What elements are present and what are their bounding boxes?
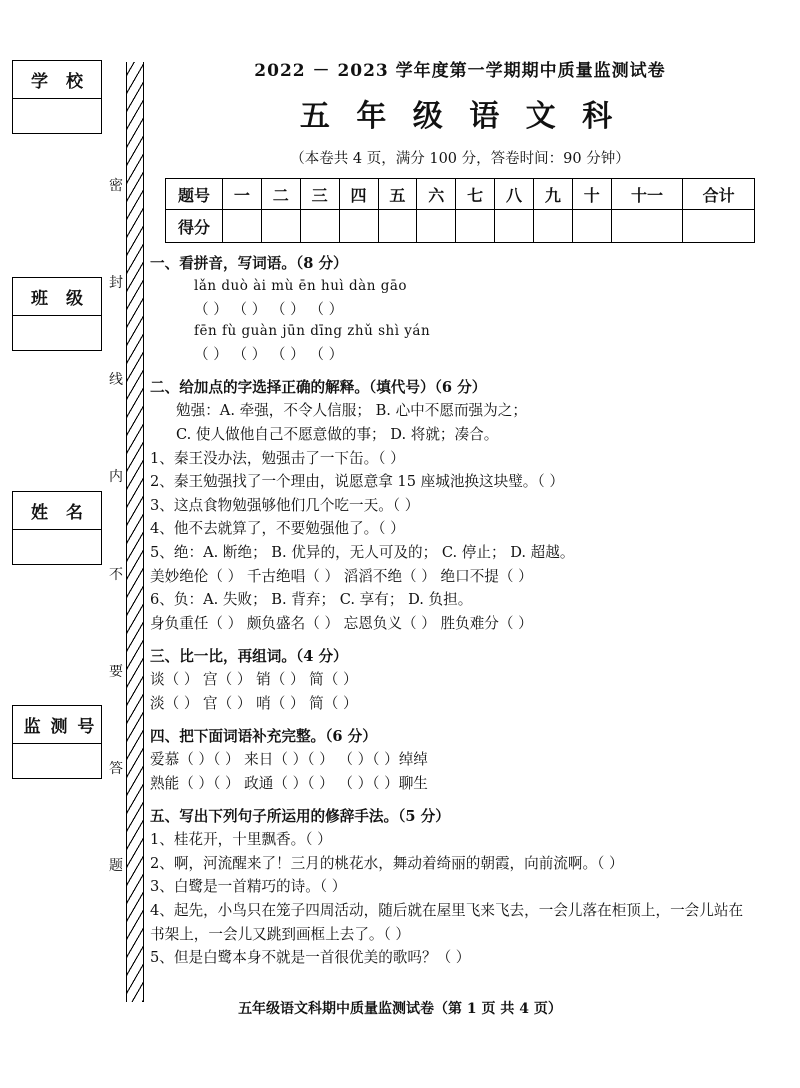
score-cell-5[interactable] <box>378 210 417 243</box>
seal-char-5: 要 <box>109 663 123 680</box>
score-table-header-row <box>166 179 755 210</box>
seal-char-7: 题 <box>109 857 123 874</box>
section-2-line-2[interactable]: 1、秦王没办法，勉强击了一下缶。（ ） <box>150 449 405 467</box>
score-header-cell-4: 四 <box>339 179 378 210</box>
stub-blank-school[interactable] <box>13 99 101 133</box>
subject-title: 五 年 级 语 文 科 <box>299 99 621 134</box>
section-2-line-8: 6、负：A. 失败； B. 背弃； C. 享有； D. 负担。 <box>150 591 473 609</box>
score-header-cell-10: 十 <box>572 179 611 210</box>
stub-blank-exam-number[interactable] <box>13 744 101 778</box>
score-header-cell-2: 二 <box>261 179 300 210</box>
score-header-cell-0: 题号 <box>166 179 223 210</box>
stub-field-class <box>12 277 102 351</box>
stub-field-school <box>12 60 102 134</box>
section-2-line-0: 勉强：A. 牵强，不令人信服； B. 心中不愿而强为之； <box>176 402 527 420</box>
section-1-line-1[interactable]: （ ） （ ） （ ） （ ） <box>194 300 344 318</box>
section-1-line-0: lǎn duò ài mù ēn huì dàn gāo <box>194 277 408 294</box>
seal-char-0: 密 <box>109 178 123 194</box>
score-header-cell-5: 五 <box>378 179 417 210</box>
score-cell-6[interactable] <box>417 210 456 243</box>
stub-label-exam-number: 监 测 号 <box>13 706 101 744</box>
score-header-cell-1: 一 <box>223 179 262 210</box>
score-cell-12[interactable] <box>683 210 755 243</box>
section-5-line-3: 4、起先，小鸟只在笼子四周活动，随后就在屋里飞来飞去，一会儿落在柜顶上，一会儿站在 <box>150 902 744 920</box>
score-table-value-row <box>166 210 755 243</box>
section-heading-2: 二、给加点的字选择正确的解释。（填代号）（6 分） <box>150 378 487 396</box>
score-header-cell-3: 三 <box>300 179 339 210</box>
score-header-cell-12: 合计 <box>683 179 755 210</box>
section-2-line-6: 5、绝：A. 断绝； B. 优异的，无人可及的； C. 停止； D. 超越。 <box>150 544 575 562</box>
section-heading-1: 一、看拼音，写词语。（8 分） <box>150 255 348 272</box>
score-cell-9[interactable] <box>534 210 573 243</box>
score-cell-11[interactable] <box>611 210 683 243</box>
section-5-line-1[interactable]: 2、啊，河流醒来了！三月的桃花水，舞动着绮丽的朝霞，向前流啊。（ ） <box>150 854 624 872</box>
score-cell-8[interactable] <box>495 210 534 243</box>
score-cell-7[interactable] <box>456 210 495 243</box>
score-header-cell-11: 十一 <box>611 179 683 210</box>
stub-label-name: 姓 名 <box>13 492 101 530</box>
score-header-cell-8: 八 <box>495 179 534 210</box>
stub-blank-class[interactable] <box>13 316 101 350</box>
stub-blank-name[interactable] <box>13 530 101 564</box>
score-cell-2[interactable] <box>261 210 300 243</box>
score-cell-4[interactable] <box>339 210 378 243</box>
score-header-cell-6: 六 <box>417 179 456 210</box>
seal-hatch-band <box>126 62 144 1002</box>
exam-note: （本卷共 4 页，满分 100 分，答卷时间：90 分钟） <box>290 151 630 167</box>
page-title: 2022 － 2023 学年度第一学期期中质量监测试卷 <box>254 61 666 81</box>
student-info-stub <box>12 60 112 779</box>
score-cell-10[interactable] <box>572 210 611 243</box>
section-5-line-2[interactable]: 3、白鹭是一首精巧的诗。（ ） <box>150 878 347 896</box>
section-2-line-1: C. 使人做他自己不愿意做的事； D. 将就；凑合。 <box>176 425 499 443</box>
section-heading-4: 四、把下面词语补充完整。（6 分） <box>150 727 377 745</box>
seal-char-1: 封 <box>109 275 123 292</box>
score-cell-3[interactable] <box>300 210 339 243</box>
section-5-line-0[interactable]: 1、桂花开，十里飘香。（ ） <box>150 831 332 849</box>
stub-field-exam-number <box>12 705 102 779</box>
seal-char-3: 内 <box>109 469 123 486</box>
section-2-line-5[interactable]: 4、他不去就算了，不要勉强他了。（ ） <box>150 520 405 538</box>
score-header-cell-9: 九 <box>534 179 573 210</box>
section-1-line-2: fēn fù guàn jūn dīng zhǔ shì yán <box>194 323 431 340</box>
section-1-line-3[interactable]: （ ） （ ） （ ） （ ） <box>194 346 344 363</box>
stub-label-class: 班 级 <box>13 278 101 316</box>
section-2-line-3[interactable]: 2、秦王勉强找了一个理由，说愿意拿 15 座城池换这块璧。（ ） <box>150 473 564 491</box>
score-table <box>165 178 755 243</box>
stub-field-name <box>12 491 102 565</box>
seal-char-4: 不 <box>109 566 123 583</box>
score-cell-1[interactable] <box>223 210 262 243</box>
section-5-line-4[interactable]: 书架上，一会儿又跳到画框上去了。（ ） <box>150 925 411 943</box>
seal-line-text <box>105 175 127 875</box>
section-heading-3: 三、比一比，再组词。（4 分） <box>150 647 348 665</box>
section-5-line-5[interactable]: 5、但是白鹭本身不就是一首很优美的歌吗？（ ） <box>150 949 471 967</box>
section-2-line-7[interactable]: 美妙绝伦（ ） 千古绝唱（ ） 滔滔不绝（ ） 绝口不提（ ） <box>150 567 533 585</box>
score-row-label: 得分 <box>166 210 223 243</box>
page-footer: 五年级语文科期中质量监测试卷（第 1 页 共 4 页） <box>238 1001 562 1017</box>
section-3-line-1[interactable]: 淡（ ） 官（ ） 哨（ ） 简（ ） <box>150 694 358 712</box>
section-2-line-4[interactable]: 3、这点食物勉强够他们几个吃一天。（ ） <box>150 496 420 514</box>
seal-char-2: 线 <box>109 372 123 389</box>
stub-label-school: 学 校 <box>13 61 101 99</box>
section-2-line-9[interactable]: 身负重任（ ） 颇负盛名（ ） 忘恩负义（ ） 胜负难分（ ） <box>150 615 533 633</box>
section-3-line-0[interactable]: 谈（ ） 宫（ ） 销（ ） 简（ ） <box>150 671 358 689</box>
score-header-cell-7: 七 <box>456 179 495 210</box>
section-4-line-1[interactable]: 熟能（ ）（ ） 政通（ ）（ ） （ ）（ ）聊生 <box>150 774 428 792</box>
exam-main-column <box>150 56 770 970</box>
seal-char-6: 答 <box>109 760 123 777</box>
section-heading-5: 五、写出下列句子所运用的修辞手法。（5 分） <box>150 807 450 825</box>
section-4-line-0[interactable]: 爱慕（ ）（ ） 来日（ ）（ ） （ ）（ ）绰绰 <box>150 751 428 769</box>
